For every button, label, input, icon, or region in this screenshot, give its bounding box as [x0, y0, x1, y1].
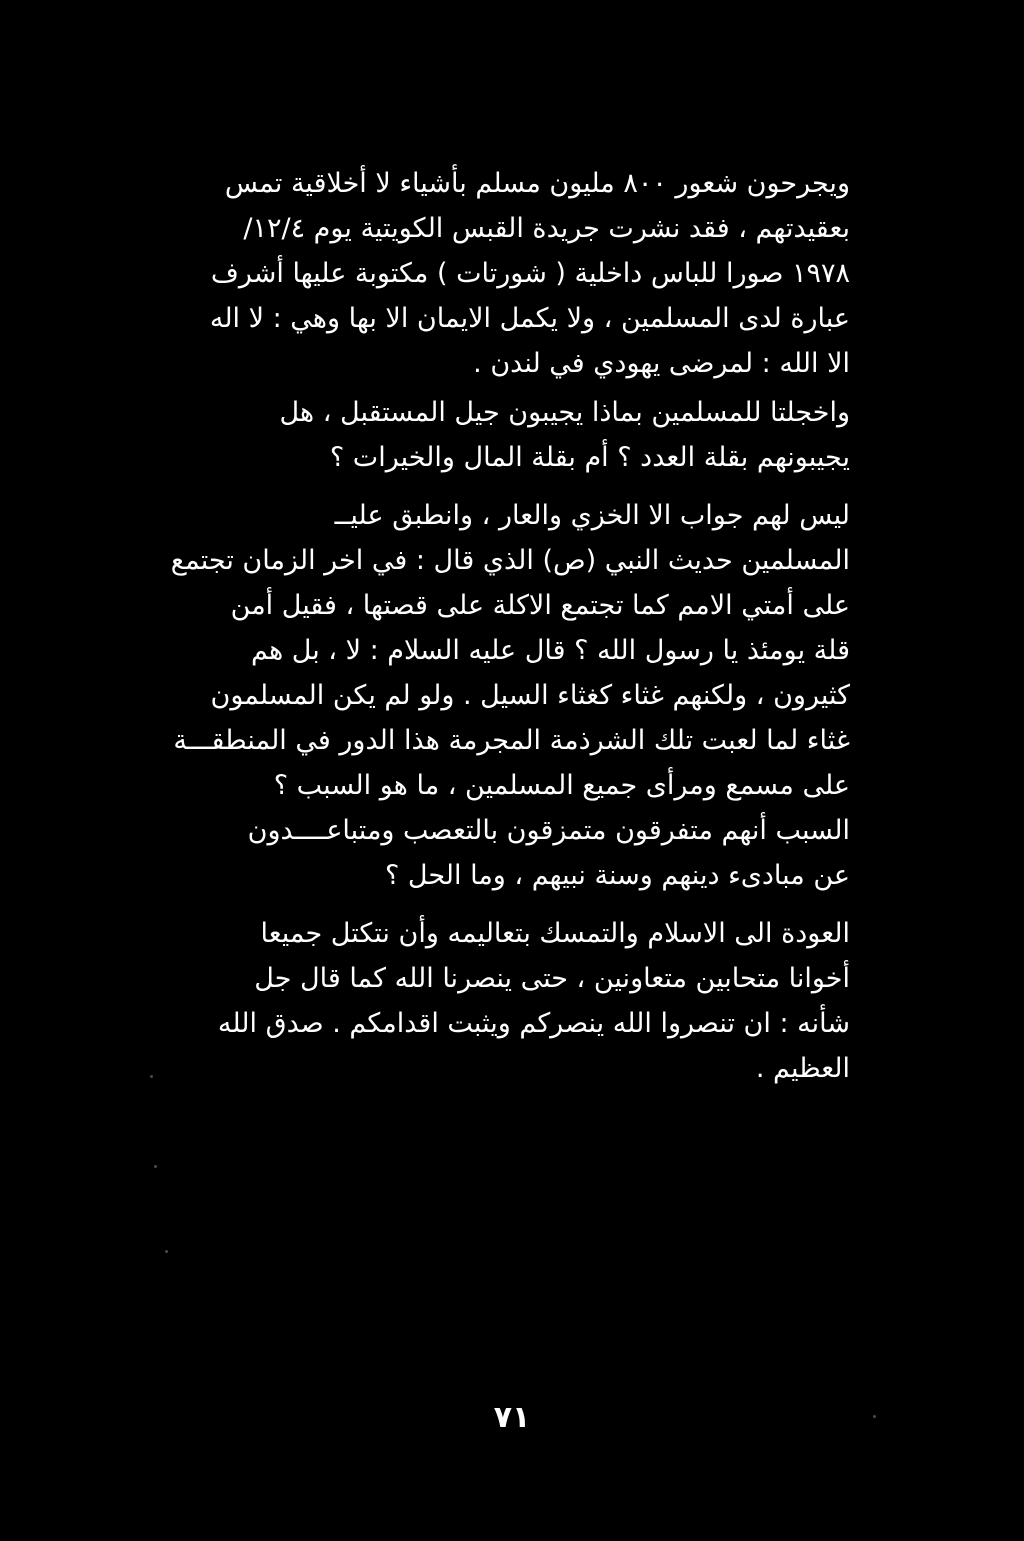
- text-line: الا الله : لمرضى يهودي في لندن .: [473, 348, 850, 379]
- text-line: أخوانا متحابين متعاونين ، حتى ينصرنا الله كما قال جل: [254, 963, 850, 994]
- text-line: ويجرحون شعور ٨٠٠ مليون مسلم بأشياء لا أخلاقية تمس: [224, 168, 850, 199]
- scan-speck: [154, 1165, 157, 1168]
- scan-speck: [165, 1250, 168, 1253]
- page-number: ٧١: [493, 1400, 531, 1435]
- paragraph-4: [128, 808, 850, 898]
- text-line: على أمتي الامم كما تجتمع الاكلة على قصتها ، فقيل أمن: [230, 590, 850, 621]
- paragraph-2: [128, 390, 850, 480]
- text-line: قلة يومئذ يا رسول الله ؟ قال عليه السلام : لا ، بل هم: [250, 635, 850, 666]
- text-line: واخجلتا للمسلمين بماذا يجيبون جيل المستقبل ، هل: [279, 397, 850, 428]
- text-line: ١٩٧٨ صورا للباس داخلية ( شورتات ) مكتوبة عليها أشرف: [210, 258, 850, 289]
- text-line: العظيم .: [755, 1053, 850, 1084]
- paragraph-5: [128, 911, 850, 1091]
- text-line: ليس لهم جواب الا الخزي والعار ، وانطبق عليــ: [334, 500, 850, 531]
- paragraph-1: [128, 161, 850, 386]
- paragraph-3: [128, 493, 850, 808]
- text-line: عبارة لدى المسلمين ، ولا يكمل الايمان الا بها وهي : لا اله: [209, 303, 850, 334]
- text-line: المسلمين حديث النبي (ص) الذي قال : في اخر الزمان تجتمع: [170, 545, 850, 576]
- text-line: العودة الى الاسلام والتمسك بتعاليمه وأن نتكتل جميعا: [260, 918, 850, 949]
- text-line: عن مبادىء دينهم وسنة نبيهم ، وما الحل ؟: [385, 860, 850, 891]
- text-line: كثيرون ، ولكنهم غثاء كغثاء السيل . ولو لم يكن المسلمون: [210, 680, 850, 711]
- text-line: شأنه : ان تنصروا الله ينصركم ويثبت اقدامكم . صدق الله: [217, 1008, 850, 1039]
- text-line: يجيبونهم بقلة العدد ؟ أم بقلة المال والخيرات ؟: [329, 442, 850, 473]
- scan-speck: [150, 1075, 153, 1078]
- text-line: على مسمع ومرأى جميع المسلمين ، ما هو السبب ؟: [273, 770, 850, 801]
- text-line: بعقيدتهم ، فقد نشرت جريدة القبس الكويتية يوم ١٢/٤/: [243, 213, 850, 244]
- scan-speck: [873, 1415, 876, 1418]
- text-line: غثاء لما لعبت تلك الشرذمة المجرمة هذا الدور في المنطقـــة: [173, 725, 850, 756]
- text-line: السبب أنهم متفرقون متمزقون بالتعصب ومتباعــــدون: [247, 815, 850, 846]
